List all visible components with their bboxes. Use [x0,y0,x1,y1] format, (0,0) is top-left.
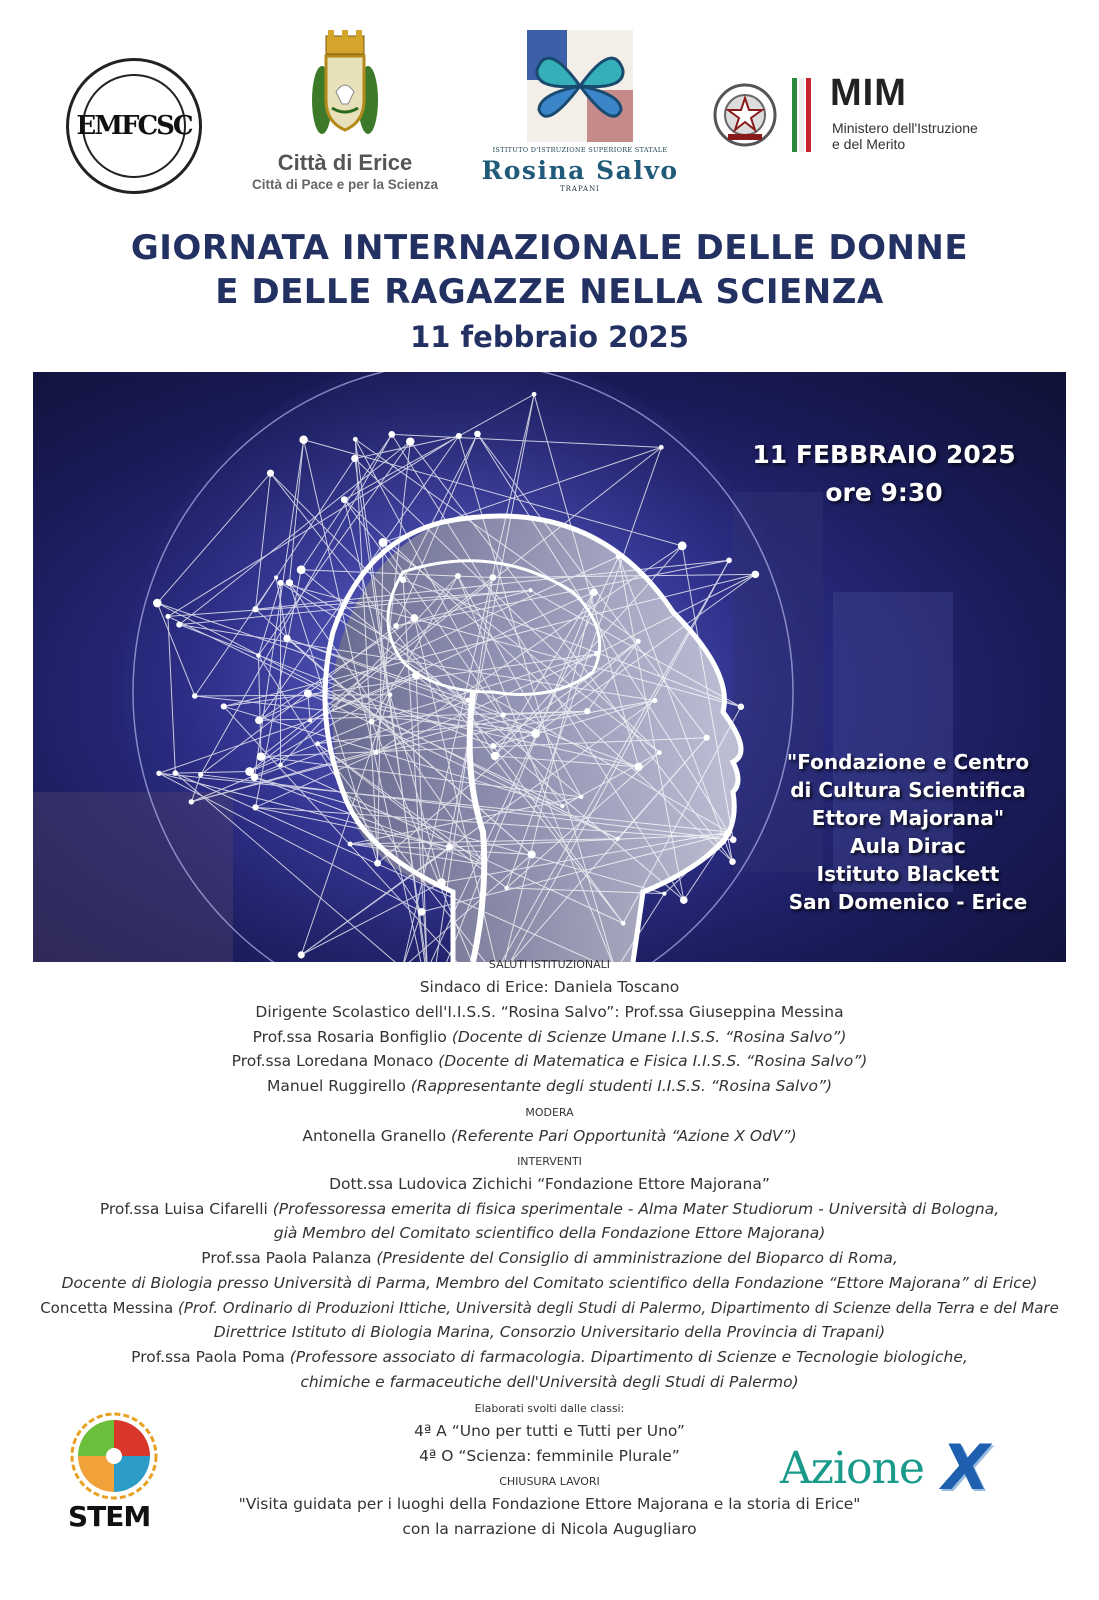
azione-x-logo [780,1431,1040,1507]
event-title-line1: GIORNATA INTERNAZIONALE DELLE DONNE [130,228,969,268]
speaker-role: (Docente di Matematica e Fisica I.I.S.S. “Rosina Salvo”) [438,1052,868,1070]
program-line [0,1348,1099,1366]
speaker-role: già Membro del Comitato scientifico della Fondazione Ettore Majorana) [273,1224,826,1242]
salvo-institute-label: ISTITUTO D'ISTRUZIONE SUPERIORE STATALE [492,146,668,154]
mim-fullname-line2: e del Merito [832,136,906,152]
erice-motto: Città di Pace e per la Scienza [251,177,439,192]
program-line [0,1127,1099,1145]
class-work-line: 4ª A “Uno per tutti e Tutti per Uno” [414,1422,685,1440]
program-line [0,1003,1099,1021]
hero-location-line: "Fondazione e Centro [786,750,1030,774]
erice-crest-icon [308,30,382,142]
speaker-role: (Professoressa emerita di fisica sperimentale - Alma Mater Studiorum - Università di Bologna, [272,1200,1000,1218]
program-line [0,1373,1099,1391]
program-line [0,1052,1099,1070]
speaker-name: Prof.ssa Rosaria Bonfiglio [252,1028,452,1046]
stem-logo [62,1408,182,1533]
program-line [0,1175,1099,1193]
hero-banner [33,372,1066,962]
stem-gears-icon [62,1408,182,1500]
speaker-name: Prof.ssa Luisa Cifarelli [99,1200,273,1218]
section-header-chiusura: CHIUSURA LAVORI [499,1475,600,1488]
partner-logos [0,0,1099,215]
speaker-role: (Referente Pari Opportunità “Azione X OdV”) [451,1127,797,1145]
emfcsc-seal-inner [76,74,192,178]
rosina-salvo-logo [480,30,680,205]
section-header-interventi: INTERVENTI [517,1155,582,1168]
mim-logo [712,72,1032,158]
mim-fullname-line1: Ministero dell'Istruzione [832,120,978,136]
section-header-modera: MODERA [525,1106,574,1119]
speaker-role: chimiche e farmaceutiche dell'Università degli Studi di Palermo) [300,1373,799,1391]
hero-time: ore 9:30 [825,478,943,507]
azione-x-letter: X [942,1431,990,1504]
speaker-role: (Docente di Scienze Umane I.I.S.S. “Rosina Salvo”) [451,1028,847,1046]
program-line [0,1323,1099,1341]
butterfly-icon [527,30,633,142]
mim-acronym: MIM [830,72,907,114]
program-line [0,1028,1099,1046]
hero-location-line: Ettore Majorana" [811,806,1005,830]
speaker-name: Prof.ssa Paola Poma [131,1348,290,1366]
event-title-line2: E DELLE RAGAZZE NELLA SCIENZA [215,272,884,312]
erice-city-name: Città di Erice [277,150,413,175]
hero-location-line: di Cultura Scientifica [790,778,1026,802]
speaker-name: Sindaco di Erice: Daniela Toscano [419,978,680,996]
hero-location-line: San Domenico - Erice [788,890,1028,914]
program-line [0,1299,1099,1317]
hero-location-line: Istituto Blackett [816,862,1000,886]
closing-line: con la narrazione di Nicola Augugliaro [402,1520,697,1538]
speaker-name: Manuel Ruggirello [266,1077,411,1095]
hero-date: 11 FEBBRAIO 2025 [752,440,1016,469]
speaker-role: (Presidente del Consiglio di amministrazione del Bioparco di Roma, [376,1249,898,1267]
speaker-role: (Rappresentante degli studenti I.I.S.S. “Rosina Salvo”) [410,1077,833,1095]
salvo-city: TRAPANI [559,185,600,193]
speaker-name: Antonella Granello [302,1127,452,1145]
section-header-saluti: SALUTI ISTITUZIONALI [488,958,611,971]
emfcsc-monogram: EMFCSC [76,111,192,141]
program-line [0,1200,1099,1218]
speaker-name: Dirigente Scolastico dell'I.I.S.S. “Rosina Salvo”: Prof.ssa Giuseppina Messina [255,1003,844,1021]
mim-fullname [832,120,1032,152]
hero-location-line: Aula Dirac [850,834,966,858]
speaker-name: Dott.ssa Ludovica Zichichi “Fondazione Ettore Majorana” [329,1175,770,1193]
speaker-name: Concetta Messina [40,1299,178,1317]
italian-emblem-icon [712,82,778,148]
italian-flag-icon [792,78,811,152]
closing-line: "Visita guidata per i luoghi della Fondazione Ettore Majorana e la storia di Erice" [238,1495,861,1513]
speaker-name: Prof.ssa Paola Palanza [201,1249,377,1267]
program-line [0,1274,1099,1292]
erice-logo [250,30,440,205]
speaker-role: (Prof. Ordinario di Produzioni Ittiche, Università degli Studi di Palermo, Dipartimento di Scienze della Terra e del Mare [177,1299,1059,1317]
program-line [0,1077,1099,1095]
program-line [0,978,1099,996]
program-line [0,1224,1099,1242]
program-line [0,1249,1099,1267]
event-date: 11 febbraio 2025 [410,320,689,354]
stem-wordmark: STEM [68,1500,151,1533]
salvo-name: Rosina Salvo [481,156,679,185]
emfcsc-logo [66,58,202,194]
speaker-role: Direttrice Istituto di Biologia Marina, Consorzio Universitario della Provincia di Trapani) [213,1323,886,1341]
section-header-elaborati: Elaborati svolti dalle classi: [474,1402,625,1415]
speaker-role: (Professore associato di farmacologia. Dipartimento di Scienze e Tecnologie biologiche, [289,1348,968,1366]
class-work-line: 4ª O “Scienza: femminile Plurale” [419,1447,680,1465]
speaker-name: Prof.ssa Loredana Monaco [231,1052,439,1070]
azione-wordmark: Azione [780,1443,924,1494]
speaker-role: Docente di Biologia presso Università di Parma, Membro del Comitato scientifico della Fondazione “Ettore Majorana” di Erice) [61,1274,1038,1292]
